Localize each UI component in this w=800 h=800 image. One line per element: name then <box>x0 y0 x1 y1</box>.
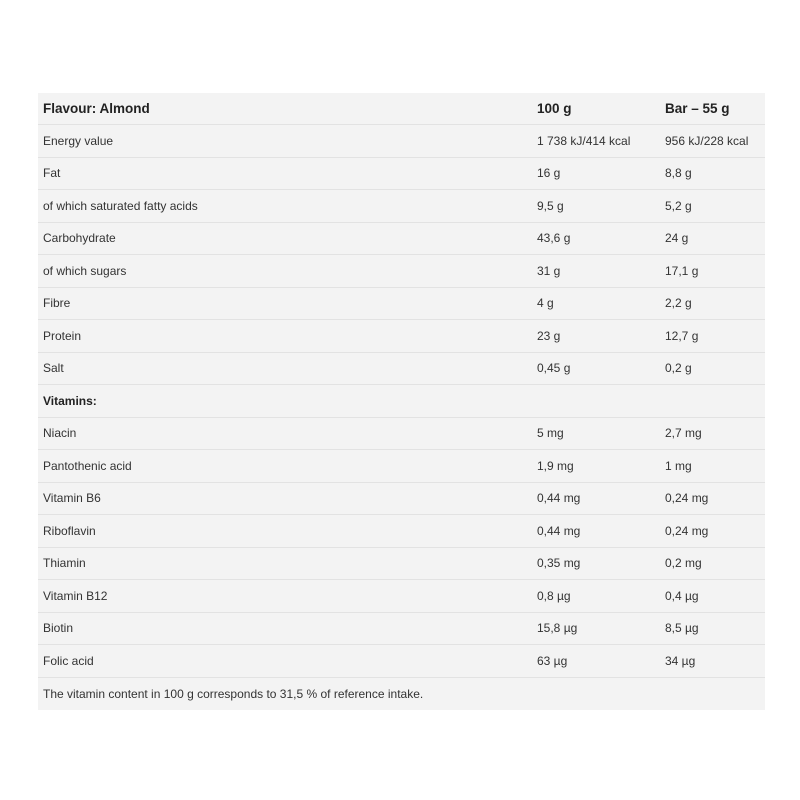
table-row <box>38 483 765 516</box>
header-flavour: Flavour: Almond <box>43 101 150 116</box>
vitamin-name: Vitamin B12 <box>43 588 108 603</box>
footnote: The vitamin content in 100 g corresponds to 31,5 % of reference intake. <box>43 686 424 701</box>
value-per-bar: 0,4 µg <box>665 588 699 603</box>
vitamin-name: Niacin <box>43 426 77 441</box>
nutrient-name: of which sugars <box>43 263 127 278</box>
nutrition-table <box>38 93 765 710</box>
value-per-100g: 1,9 mg <box>537 458 574 473</box>
table-header-row <box>38 93 765 125</box>
value-per-bar: 12,7 g <box>665 328 699 343</box>
nutrient-name: Energy value <box>43 133 114 148</box>
table-row <box>38 645 765 678</box>
value-per-100g: 4 g <box>537 296 554 311</box>
vitamin-name: Riboflavin <box>43 523 96 538</box>
value-per-bar: 1 mg <box>665 458 692 473</box>
nutrient-name: Salt <box>43 361 64 376</box>
table-row <box>38 125 765 158</box>
vitamin-name: Vitamin B6 <box>43 491 101 506</box>
table-row <box>38 418 765 451</box>
value-per-bar: 17,1 g <box>665 263 699 278</box>
nutrient-name: Protein <box>43 328 82 343</box>
table-row <box>38 548 765 581</box>
header-per-100g: 100 g <box>537 101 572 116</box>
value-per-100g: 0,8 µg <box>537 588 571 603</box>
value-per-bar: 34 µg <box>665 653 696 668</box>
vitamin-name: Biotin <box>43 621 74 636</box>
nutrient-name: Fibre <box>43 296 71 311</box>
nutrient-name: Fat <box>43 166 61 181</box>
table-row <box>38 515 765 548</box>
footnote-row <box>38 678 765 710</box>
value-per-bar: 5,2 g <box>665 198 692 213</box>
table-row <box>38 580 765 613</box>
value-per-100g: 0,35 mg <box>537 556 581 571</box>
value-per-bar: 956 kJ/228 kcal <box>665 133 749 148</box>
value-per-bar: 8,5 µg <box>665 621 699 636</box>
nutrient-name: Carbohydrate <box>43 231 116 246</box>
value-per-bar: 2,7 mg <box>665 426 702 441</box>
table-row <box>38 450 765 483</box>
nutrient-name: of which saturated fatty acids <box>43 198 198 213</box>
value-per-100g: 23 g <box>537 328 561 343</box>
value-per-bar: 0,24 mg <box>665 491 709 506</box>
table-row <box>38 158 765 191</box>
table-row <box>38 255 765 288</box>
table-row <box>38 223 765 256</box>
header-per-bar: Bar – 55 g <box>665 101 730 116</box>
value-per-100g: 15,8 µg <box>537 621 578 636</box>
value-per-bar: 2,2 g <box>665 296 692 311</box>
value-per-100g: 16 g <box>537 166 561 181</box>
table-row <box>38 613 765 646</box>
vitamin-name: Thiamin <box>43 556 86 571</box>
value-per-bar: 0,2 mg <box>665 556 702 571</box>
value-per-bar: 0,24 mg <box>665 523 709 538</box>
value-per-100g: 0,45 g <box>537 361 571 376</box>
vitamins-heading-row <box>38 385 765 418</box>
value-per-100g: 5 mg <box>537 426 564 441</box>
value-per-100g: 31 g <box>537 263 561 278</box>
table-row <box>38 190 765 223</box>
table-row <box>38 288 765 321</box>
vitamins-heading: Vitamins: <box>43 393 97 408</box>
vitamin-name: Folic acid <box>43 653 94 668</box>
value-per-bar: 8,8 g <box>665 166 692 181</box>
value-per-bar: 24 g <box>665 231 689 246</box>
table-row <box>38 353 765 386</box>
value-per-100g: 63 µg <box>537 653 568 668</box>
value-per-100g: 9,5 g <box>537 198 564 213</box>
table-row <box>38 320 765 353</box>
vitamin-name: Pantothenic acid <box>43 458 132 473</box>
value-per-100g: 43,6 g <box>537 231 571 246</box>
value-per-100g: 0,44 mg <box>537 523 581 538</box>
value-per-bar: 0,2 g <box>665 361 692 376</box>
value-per-100g: 0,44 mg <box>537 491 581 506</box>
value-per-100g: 1 738 kJ/414 kcal <box>537 133 631 148</box>
